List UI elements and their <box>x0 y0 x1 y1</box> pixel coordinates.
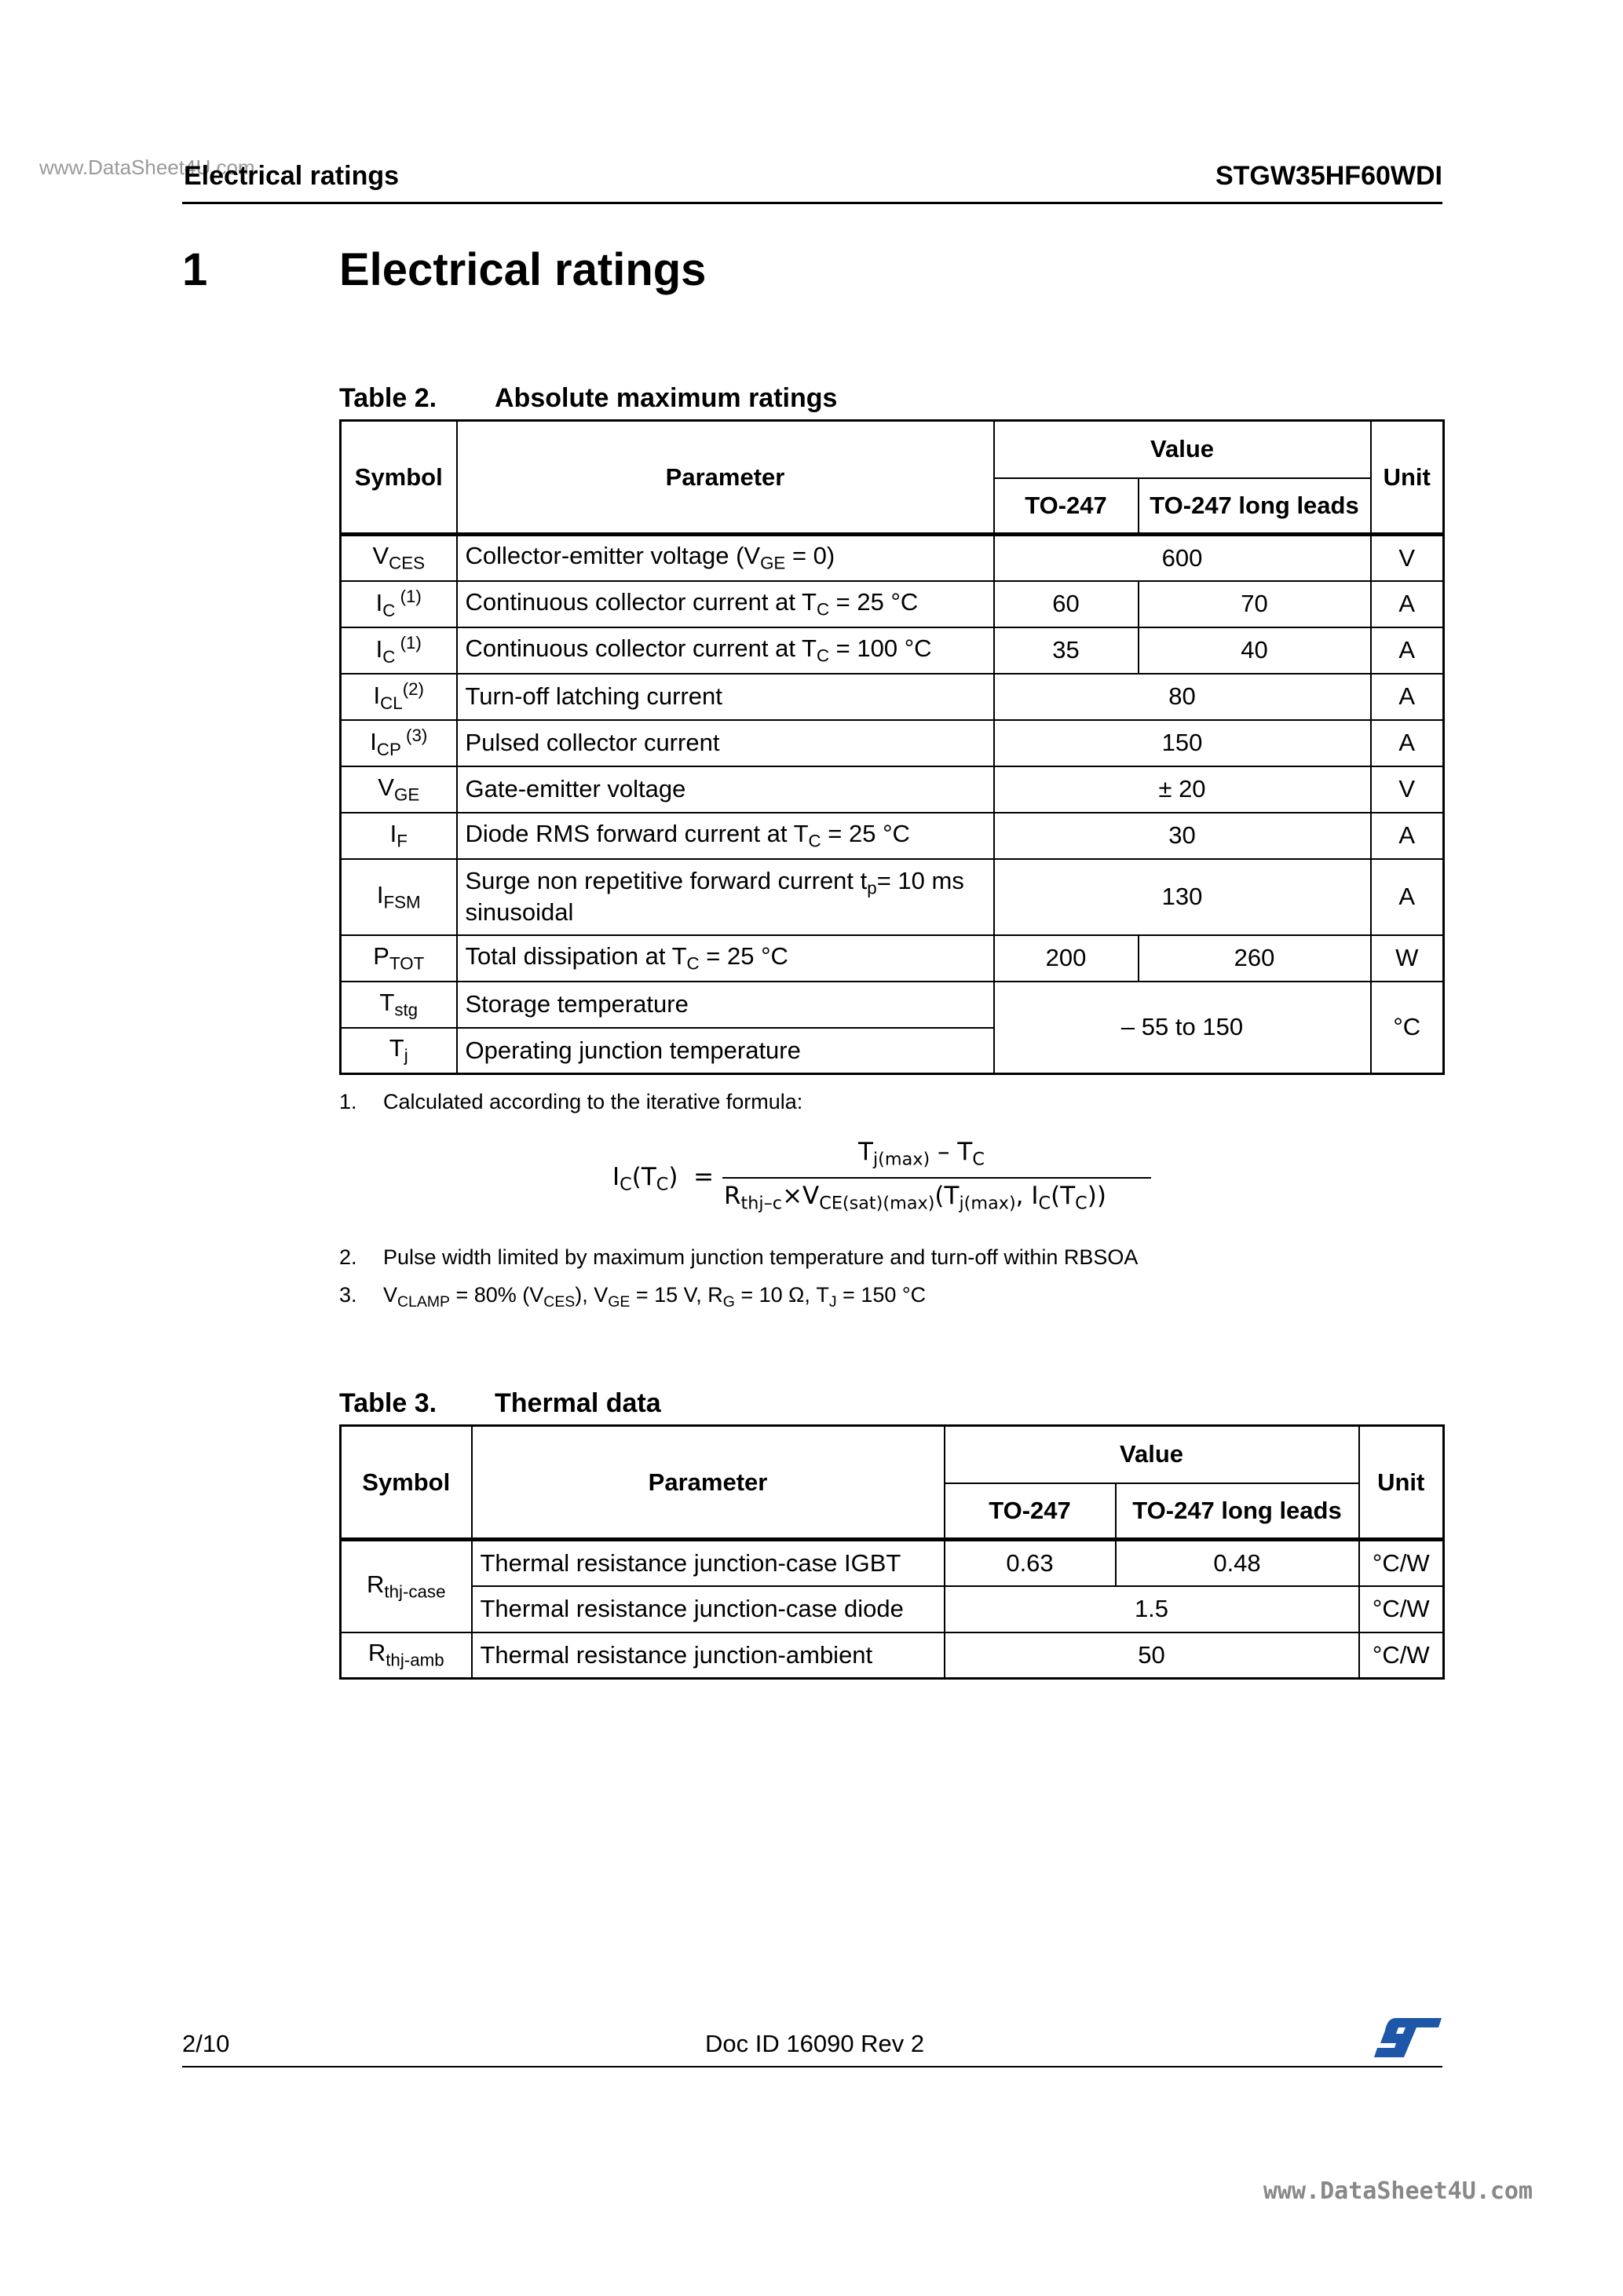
value-cell: 150 <box>994 720 1371 766</box>
parameter-cell: Storage temperature <box>457 982 994 1028</box>
parameter-cell: Continuous collector current at $T_C = 25$ °C <box>457 581 994 627</box>
unit-cell: °C/W <box>1359 1632 1444 1679</box>
document-id: Doc ID 16090 Rev 2 <box>705 2030 925 2057</box>
value-cell-to247-long: 260 <box>1139 935 1371 982</box>
note-2: 2. Pulse width limited by maximum junction temperature and turn-off within RBSOA <box>339 1245 1139 1269</box>
table-row <box>341 813 1444 859</box>
st-logo-icon <box>1373 2015 1443 2060</box>
t3-header-symbol: Symbol <box>341 1426 472 1540</box>
t2-header-unit: Unit <box>1371 421 1444 535</box>
t2-header-symbol: Symbol <box>341 421 457 535</box>
unit-cell: A <box>1371 674 1444 720</box>
table3-label: Table 3. <box>339 1388 437 1418</box>
value-cell: 130 <box>994 859 1371 935</box>
unit-cell: W <box>1371 935 1444 982</box>
unit-cell: °C/W <box>1359 1586 1444 1632</box>
value-cell: 50 <box>945 1632 1359 1679</box>
footer-rule <box>182 2066 1442 2067</box>
unit-cell: °C/W <box>1359 1540 1444 1586</box>
section-number: 1 <box>182 244 208 295</box>
symbol-cell: $I_{CL}^{(2)}$ <box>341 674 457 720</box>
symbol-cell: $V_{CES}$ <box>341 535 457 581</box>
symbol-cell: $T_j$ <box>341 1028 457 1074</box>
value-cell: ± 20 <box>994 766 1371 813</box>
parameter-cell: Surge non repetitive forward current $t_p= 10$ ms sinusoidal <box>457 859 994 935</box>
parameter-cell: Collector-emitter voltage $(V_{GE} = 0)$ <box>457 535 994 581</box>
value-cell-temp-range: – 55 to 150 <box>994 982 1371 1074</box>
unit-cell: A <box>1371 581 1444 627</box>
table-row <box>341 1632 1444 1679</box>
table-row <box>341 982 1444 1028</box>
unit-cell: V <box>1371 535 1444 581</box>
table-row <box>341 720 1444 766</box>
table3-title: Thermal data <box>495 1388 661 1418</box>
value-cell-to247: 200 <box>994 935 1139 982</box>
symbol-cell: $I_F$ <box>341 813 457 859</box>
page-number: 2/10 <box>182 2030 230 2057</box>
watermark-top: www.DataSheet4U.com <box>39 155 255 179</box>
parameter-cell: Thermal resistance junction-ambient <box>472 1632 945 1679</box>
header-rule <box>182 202 1442 204</box>
t3-header-parameter: Parameter <box>472 1426 945 1540</box>
table-row <box>341 627 1444 674</box>
header-part-number: STGW35HF60WDI <box>1215 161 1442 191</box>
unit-cell: A <box>1371 859 1444 935</box>
parameter-cell: Gate-emitter voltage <box>457 766 994 813</box>
table-row <box>341 1586 1444 1632</box>
table-row <box>341 581 1444 627</box>
value-cell-to247: 35 <box>994 627 1139 674</box>
parameter-cell: Continuous collector current at $T_C = 100$ °C <box>457 627 994 674</box>
t3-header-unit: Unit <box>1359 1426 1444 1540</box>
symbol-cell: $I_{CP}$ $^{(3)}$ <box>341 720 457 766</box>
note-1: 1. Calculated according to the iterative formula: <box>339 1090 803 1113</box>
symbol-cell: $I_C$ $^{(1)}$ <box>341 581 457 627</box>
watermark-bottom: www.DataSheet4U.com <box>1263 2177 1533 2205</box>
value-cell-to247: 60 <box>994 581 1139 627</box>
value-cell: 1.5 <box>945 1586 1359 1632</box>
symbol-cell: $P_{TOT}$ <box>341 935 457 982</box>
section-title: Electrical ratings <box>339 244 707 295</box>
parameter-cell: Total dissipation at $T_C = 25$ °C <box>457 935 994 982</box>
value-cell-to247: 0.63 <box>945 1540 1116 1586</box>
parameter-cell: Thermal resistance junction-case IGBT <box>472 1540 945 1586</box>
table-row <box>341 766 1444 813</box>
note-3: 3. $V_{CLAMP} = 80\%$ $(V_{CES})$, $V_{GE} = 15$ V, $R_G = 10$ Ω, $T_J = 150$ °C <box>339 1283 927 1311</box>
value-cell: 600 <box>994 535 1371 581</box>
parameter-cell: Pulsed collector current <box>457 720 994 766</box>
unit-cell: A <box>1371 720 1444 766</box>
iterative-formula: $I_C(T_C)$ = $T_{j(max)} - T_C$ $R_{thj-c}\times V_{CE(sat)(max)}(T_{j(max)}$, $I_C(T_C)$) <box>605 1136 1170 1223</box>
symbol-cell: $R_{thj-case}$ <box>341 1540 472 1632</box>
value-cell: 30 <box>994 813 1371 859</box>
t3-header-to247-long: TO-247 long leads <box>1116 1483 1359 1540</box>
t2-header-value: Value <box>994 421 1371 478</box>
table-absolute-maximum-ratings <box>339 419 1445 1075</box>
t2-header-to247: TO-247 <box>994 478 1139 535</box>
table-row <box>341 674 1444 720</box>
table-row <box>341 935 1444 982</box>
table-row <box>341 535 1444 581</box>
parameter-cell: Operating junction temperature <box>457 1028 994 1074</box>
t3-header-value: Value <box>945 1426 1359 1483</box>
table-thermal-data <box>339 1424 1445 1680</box>
parameter-cell: Turn-off latching current <box>457 674 994 720</box>
t2-header-to247-long: TO-247 long leads <box>1139 478 1371 535</box>
parameter-cell: Diode RMS forward current at $T_C = 25$ °C <box>457 813 994 859</box>
value-cell-to247-long: 70 <box>1139 581 1371 627</box>
symbol-cell: $I_C$ $^{(1)}$ <box>341 627 457 674</box>
unit-cell: A <box>1371 627 1444 674</box>
t2-header-parameter: Parameter <box>457 421 994 535</box>
value-cell-to247-long: 40 <box>1139 627 1371 674</box>
unit-cell: V <box>1371 766 1444 813</box>
table3-caption <box>339 1388 661 1419</box>
unit-cell: A <box>1371 813 1444 859</box>
unit-cell-temp: °C <box>1371 982 1444 1074</box>
header-section-title: Electrical ratings <box>184 161 400 191</box>
symbol-cell: $V_{GE}$ <box>341 766 457 813</box>
symbol-cell: $I_{FSM}$ <box>341 859 457 935</box>
value-cell: 80 <box>994 674 1371 720</box>
symbol-cell: $R_{thj-amb}$ <box>341 1632 472 1679</box>
symbol-cell: $T_{stg}$ <box>341 982 457 1028</box>
value-cell-to247-long: 0.48 <box>1116 1540 1359 1586</box>
table-row <box>341 1540 1444 1586</box>
table2-caption <box>339 383 837 414</box>
table-row <box>341 859 1444 935</box>
t3-header-to247: TO-247 <box>945 1483 1116 1540</box>
parameter-cell: Thermal resistance junction-case diode <box>472 1586 945 1632</box>
table2-title: Absolute maximum ratings <box>495 383 838 413</box>
table2-label: Table 2. <box>339 383 437 413</box>
